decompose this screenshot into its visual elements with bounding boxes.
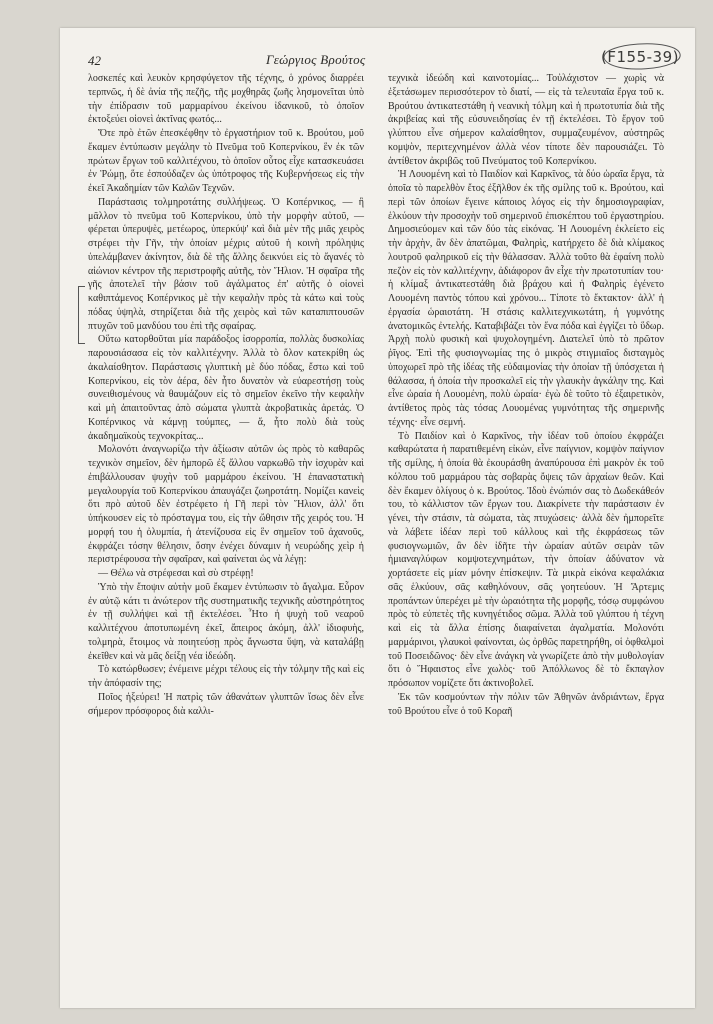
page [88, 42, 680, 1012]
margin-mark [78, 286, 85, 344]
right-column [388, 72, 664, 718]
paragraph: Παράστασις τολμηροτάτης συλλήψεως. Ὁ Κοπέρνικος, — ἢ μᾶλλον τὸ πνεῦμα τοῦ Κοπερνίκου, ὑπὸ τὴν μορφὴν αὐτοῦ, — φέρεται ὑπερυψὲς, μετέωρος, ὑπερκύψ' καὶ διὰ μὲν τῆς μιᾶς χειρὸς στρέφει τὴν Γῆν, τὴν ὁποίαν μέχρις αὐτοῦ ἡ κοινὴ πρόληψις ὑπελάμβανεν ἀκίνητον, διὰ δὲ τῆς ἄλλης δεικνύει εἰς τὸ ἄγανές τὸ αἰώνιον κέντρον τῆς περιστροφῆς αὐτῆς, τὸν Ἥλιον. Ἡ σφαῖρα τῆς γῆς ἀποτελεῖ τὴν βάσιν τοῦ ἀγάλματος ἐπ' αὐτῆς ὁ οἱονεὶ καθιπτάμενος Κοπέρνικος μὲ τὴν κεφαλὴν πρὸς τὰ κάτω καὶ τοὺς πόδας ὑψηλὰ, στηρίζεται διὰ τῆς χειρὸς καὶ τῶν καταπιπτουσῶν πτυχῶν τοῦ μανδύου του ἐπὶ τῆς σφαίρας. [88, 196, 364, 332]
running-head: Γεώργιος Βρούτος [266, 52, 366, 67]
paragraph: Τὸ κατώρθωσεν; ἐνέμεινε μέχρι τέλους εἰς τὴν τόλμην τῆς καὶ εἰς τὴν ἀπόφασίν της; [88, 664, 364, 689]
paragraph: Ἐκ τῶν κοσμούντων τὴν πόλιν τῶν Ἀθηνῶν ἀνδριάντων, ἔργα τοῦ Βρούτου εἶνε ὁ τοῦ Κοραῆ [388, 691, 664, 717]
paragraph: — Θέλω νὰ στρέφεσαι καὶ σὺ στρέφῃ! [98, 568, 254, 579]
paragraph: Ὑπὸ τὴν ἔποψιν αὐτὴν μοῦ ἔκαμεν ἐντύπωσιν τὸ ἄγαλμα. Εὗρον ἐν αὐτῷ κάτι τι ἀνώτερον τῆς συστηματικῆς τεχνικῆς αὐστηρότητος ἐν τῇ συλλήψει καὶ τῇ ἐκτελέσει. Ἦτο ἡ ψυχὴ τοῦ νεαροῦ καλλιτέχνου ἀποτυπωμένη ἐκεῖ, ἄπειρος ἀκόμη, ἀλλ' ἰδιοφυὴς, τολμηρὰ, ἕτοιμος νὰ ποιητεύσῃ πρὸς ἄγνωστα ὕψη, νὰ καταλάβῃ ἐκεῖθεν καὶ νὰ μᾶς δείξῃ νέα ἰδεώδη. [88, 581, 364, 662]
paragraph: Οὕτω κατορθοῦται μία παράδοξος ἰσορροπία, πολλὰς δυσκολίας παρουσιάσασα εἰς τὸν καλλιτέχνην. Ἀλλὰ τὸ ὅλον κατεκρίθη ὡς ἀκαλαίσθητον. Παράστασις γλυπτικὴ μὲ δύο πόδας, ἔστω καὶ τοῦ Κοπερνίκου, εἰς τὸν ἀέρα, δὲν ἦτο δυνατὸν νὰ εὐαρεστήσῃ τοὺς συνειθισμένους νὰ θαυμάζουν εἰς τὸ σημεῖον ἐκεῖνο τὴν κεφαλὴν καὶ μὴ ἀπαιτοῦντας ἀπὸ σώματα γλυπτὰ ἀκροβατικὰς ἀρετάς. Ὁ Κοπέρνικος νὰ κάμνῃ τούμπες, — ἅ, ἦτο πολὺ διὰ τοὺς ἀκαδημαϊκοὺς τεχνοκρίτας... [88, 334, 364, 442]
page-number: 42 [88, 53, 101, 68]
paragraph: Μολονότι ἀναγνωρίζω τὴν ἀξίωσιν αὐτῶν ὡς πρὸς τὸ καθαρῶς τεχνικὸν σημεῖον, δὲν ἠμπορῶ ἐξ ἄλλου ναρκωθῶ τὴν ἰσχυρὰν καὶ ἐπιβάλλουσαν ψυχὴν τοῦ μαρμάρου ἐκείνου. Ἡ ἐπαναστατικὴ μεγαλουργία τοῦ Κοπερνίκου ἀπαυγάζει ζωηροτάτη. Νομίζει κανεὶς ὅτι πρὸ αὐτοῦ δὲν ἐστρέφετο ἡ Γῆ περὶ τὸν Ἥλιον, ἀλλ' ὅτι ὑπήκουσεν εἰς τὸ πρόσταγμα του, εἰς τὴν ὤθησιν τῆς χειρός του. Ἡ μορφή του ἡ ὀλυμπία, ἡ ἀτενίζουσα εἰς ἓν σημεῖον τοῦ ἀχανοῦς, ἐκφράζει τόσην θέλησιν, ὅσην ἐνέχει δύναμιν ἡ νευρώδης χεὶρ ἡ περιστρέφουσα τὴν σφαῖραν, καὶ φαίνεται ὡς νὰ λέγῃ: [88, 444, 364, 566]
left-column [88, 72, 364, 718]
paragraph: Ὅτε πρὸ ἐτῶν ἐπεσκέφθην τὸ ἐργαστήριον τοῦ κ. Βρούτου, μοῦ ἔκαμεν ἐντύπωσιν μεγάλην τὸ Πνεῦμα τοῦ Κοπερνίκου, ἓν ἐκ τῶν πρώτων ἔργων τοῦ καλλιτέχνου, τὸ ὁποῖον οὗτος εἶχε κατασκευάσει ἐν Ῥώμῃ, ὅτε ἐσπούδαζεν ὡς ὑπότροφος τῆς Κυβερνήσεως εἰς τὴν ἐκεῖ Ἀκαδημίαν τῶν Καλῶν Τεχνῶν. [88, 128, 364, 194]
paragraph: λοσκεπές καὶ λευκὸν κρησφύγετον τῆς τέχνης, ὁ χρόνος διαρρέει τερπνῶς, ἡ δὲ ἀνία τῆς πεζῆς, τῆς μοχθηρᾶς ζωῆς λησμονεῖται ὑπὸ τὴν ἐπίδρασιν τοῦ μαρμαρίνου ἐκείνου ἰδανικοῦ, τὸ ὁποῖον ἐκτοξεύει οἱονεὶ ἀκτῖνας φωτός... [88, 73, 364, 126]
paragraph: Ποῖος ἠξεύρει! Ἡ πατρὶς τῶν ἀθανάτων γλυπτῶν ἴσως δὲν εἶνε σήμερον πρόσφορος διὰ καλλι- [88, 691, 364, 717]
paragraph: Ἡ Λουομένη καὶ τὸ Παιδίον καὶ Καρκῖνος, τὰ δύο ὡραῖα ἔργα, τὰ ὁποῖα τὸ παρελθὸν ἔτος ἐξῆλθον ἐκ τῆς σμίλης τοῦ κ. Βρούτου, καὶ περὶ τῶν ὁποίων ἔγεινε κάποιος λόγος εἰς τὴν δημοσιογραφίαν, ἑλκύουν τὴν προσοχὴν τοῦ σημερινοῦ ἐπισκέπτου τοῦ ἐργαστηρίου. Δημοσιεύομεν καὶ τῶν δύο τὰς εἰκόνας. Ἡ Λουομένη ἐκλείετο εἰς τὴν ἀρχὴν, ἂν δὲν ἀπατῶμαι, Φαληρὶς, κατήρχετο δὲ διὰ κλίμακος λουτροῦ φαληρικοῦ εἰς τὴν θάλασσαν. Ἀλλὰ τοῦτο θὰ ἐφαίνη πολὺ πεζὸν εἰς τὸν καλλιτέχνην, ἀδιάφορον ἂν εἶχε τὴν πρωτοτυπίαν του· ἡ κλίμαξ ἀντικατεστάθη διὰ βράχου καὶ ἡ Φαληρὶς ἐγένετο Λουομένη παντὸς τόπου καὶ χρόνου... Τίποτε τὸ ἔκτακτον· ἀλλ' ἡ ἐργασία ὡραιοτάτη. Ἡ στάσις καλλιτεχνικωτάτη, ἡ γυμνότης ἀνατομικῶς ἐντελής. Καταβιβάζει τὸν ἕνα πόδα καὶ ἐγγίζει τὸ ὕδωρ. Ἀρχὴ πολὺ φυσικὴ καὶ ψυχολογημένη. Διατελεῖ ὑπὸ τὸ πρῶτον ῥῖγος. Ἐπὶ τῆς φυσιογνωμίας της ὁ μικρὸς στιγμιαῖος δισταγμὸς ὑποχωρεῖ πρὸ τῆς ἰδέας τῆς εὐδαιμονίας τὴν ὁποίαν τῇ ὑπόσχεται ἡ θάλασσα, ἡ ὁποία τὴν προσκαλεῖ εἰς τὴν γλαυκὴν ἀγκάλην της. Καὶ εἶνε ὡραία ἡ Λουομένη, πολὺ ὡραία· ἐγὼ δὲ τοῦτο τὸ ἐξαιρετικὸν, ἀντίθετος πρὸς τὰς τόσας Λουομένας γυμνότητας τῆς σημερινῆς τέχνης· εἶνε σεμνή. [388, 169, 664, 428]
paragraph: Τὸ Παιδίον καὶ ὁ Καρκῖνος, τὴν ἰδέαν τοῦ ὁποίου ἐκφράζει καθαρώτατα ἡ παρατιθεμένη εἰκὼν, εἶνε παίγνιον, κομψὸν παίγνιον τῆς σμίλης, ἡ ὁποία θὰ ἐκουράσθη ἀναπύρουσα ἐπὶ μακρὸν ἐκ τοῦ κόλπου τοῦ μαρμάρου τὰς σοβαρὰς ὄψεις τῶν ἀρχαίων θεῶν. Καὶ δὲν ἔκαμεν ὀλίγους ὁ κ. Βρούτος. Ἰδοὺ ἐνώπιόν σας τὸ Δωδεκάθεόν του, τὸ κάλλιστον τῶν ἔργων του. Διακρίνετε τὴν παράστασιν ἐν γένει, τὴν στάσιν, τὰ σώματα, τὰς πτυχώσεις· ἀλλὰ δὲν ἠμπορεῖτε νὰ λάβετε ἰδέαν περὶ τοῦ κάλλους καὶ τῆς ἐκφράσεως τῶν φυσιογνωμιῶν, ἂν δὲν ἰδῆτε τὴν ὡραίαν αὐτῶν σειρὰν τῶν ἡμιαναγλύφων κομψοτεχνημάτων, τὴν ὁποίαν ἀδύνατον νὰ χορτάσετε εἰς μίαν μόνην ἐπίσκεψιν. Τὰ μικρὰ εἰκόνα κεφαλάκια σᾶς ἑλκύουν, σᾶς καθηλόνουν, σᾶς γοητεύουν. Ἡ Ἄρτεμις προπάντων ὑπερέχει μὲ τὴν ὡραιότητα τῆς μορφῆς, τόσῳ συμφώνου πρὸς τὸ εὐπετὲς τῆς κυνηγέτιδος σῶμα. Ἀλλὰ τοῦ γλύπτου ἡ τέχνη καὶ εἰς τὰ ἄλλα ἐπίσης διαφαίνεται ἀγαλματία. Μολονότι μαρμάρινοι, γλαυκοὶ φαίνονται, ὡς ὀρθῶς παρετηρήθη, οἱ ὀφθαλμοὶ τοῦ Ποσειδῶνος· δὲν εἶνε ἀνάγκη νὰ γνωρίζετε ἀπὸ τὴν μυθολογίαν ὅτι ὁ Ἥφαιστος εἶνε χωλὸς· τοῦ Ἀπόλλωνος δὲ τὸ ἔκπαγλον πρόσωπον νομίζετε ὅτι ἀκτινοβολεῖ. [388, 430, 664, 689]
archive-note-text: (F155-39) [601, 48, 679, 66]
paragraph: τεχνικὰ ἰδεώδη καὶ καινοτομίας... Τοὐλάχιστον — χωρὶς νὰ ἐξετάσωμεν περισσότερον τὸ διατί, — εἰς τὰ τελευταῖα ἔργα τοῦ κ. Βρούτου ἀντικατεστάθη ἡ νεανικὴ τόλμη καὶ ἡ πρωτοτυπία διὰ τῆς ἀκριβείας καὶ τῆς εὐσυνειδησίας ἐν τῇ ἐκτελέσει. Τὸ ἔργον τοῦ γλύπτου εἶνε σήμερον καλαίσθητον, συμμαζευμένον, αὐστηρῶς κομψὸν, περιτεχνημένον ἀλλὰ νέον τίποτε δὲν παρουσιάζει. Τὸ ἀντίθετον ἀκριβῶς τοῦ Πνεύματος τοῦ Κοπερνίκου. [388, 73, 664, 167]
